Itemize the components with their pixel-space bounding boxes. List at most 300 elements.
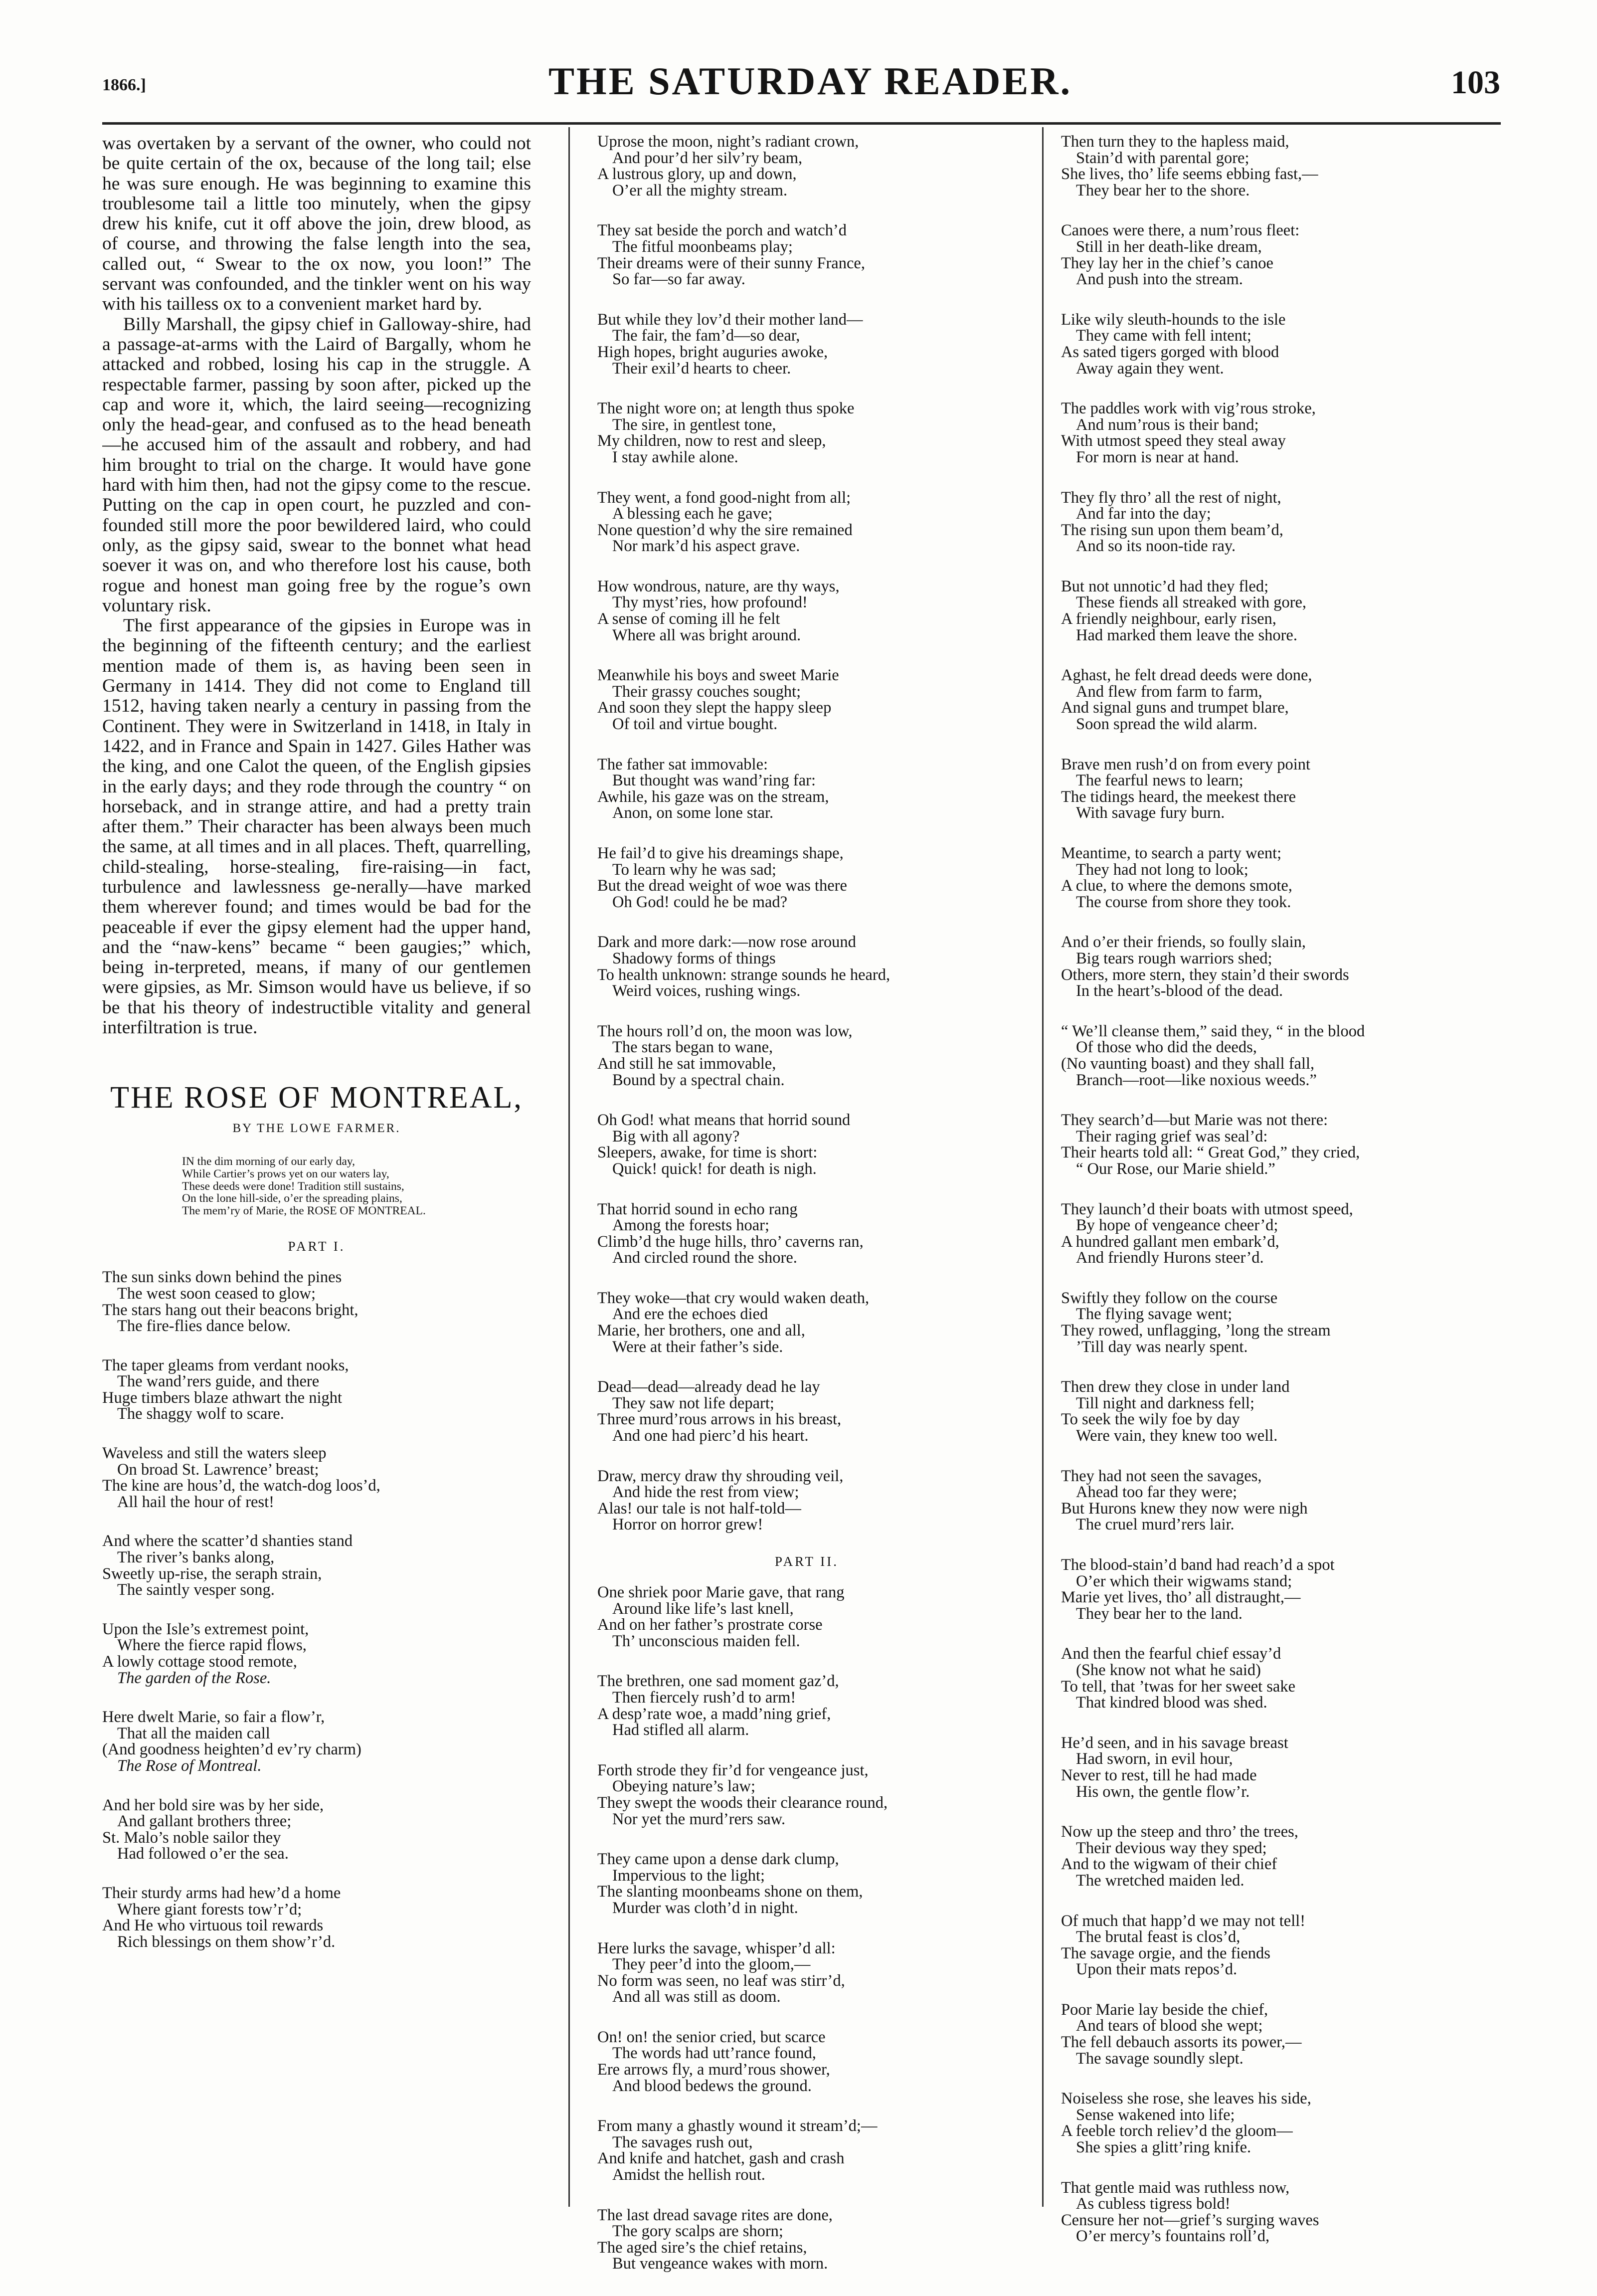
poem-line: My children, now to rest and sleep,: [597, 432, 826, 450]
poem-stanza: [597, 2207, 1016, 2272]
poem-line: By hope of vengeance cheer’d;: [1076, 1216, 1278, 1235]
poem-line: A clue, to where the demons smote,: [1061, 877, 1292, 895]
poem-line: (She know not what he said): [1076, 1661, 1261, 1679]
poem-stanza: [597, 134, 1016, 198]
poem-line: And tears of blood she wept;: [1076, 2017, 1263, 2035]
poem-stanza: [597, 400, 1016, 465]
epigraph-line: IN the dim morning of our early day,: [182, 1155, 355, 1168]
poem-line: They saw not life depart;: [612, 1394, 774, 1412]
poem-line: They fly thro’ all the rest of night,: [1061, 488, 1281, 507]
poem-line: And o’er their friends, so foully slain,: [1061, 933, 1306, 952]
poem-line: Thy myst’ries, how profound!: [612, 593, 808, 612]
poem-line: Then fiercely rush’d to arm!: [612, 1688, 796, 1707]
poem-line: They swept the woods their clearance round,: [597, 1793, 888, 1812]
poem-line: The garden of the Rose.: [117, 1669, 271, 1687]
poem-line: The flying savage went;: [1076, 1305, 1233, 1324]
poem-line: A feeble torch reliev’d the gloom—: [1061, 2122, 1293, 2140]
poem-line: The wretched maiden led.: [1076, 1871, 1244, 1890]
poem-stanza: [597, 1762, 1016, 1827]
poem-line: She lives, tho’ life seems ebbing fast,—: [1061, 165, 1318, 184]
poem-line: They came upon a dense dark clump,: [597, 1850, 839, 1869]
poem-stanza: [1061, 222, 1502, 287]
poem-stanza: [597, 667, 1016, 732]
poem-line: Had marked them leave the shore.: [1076, 626, 1297, 644]
poem-line: The fell debauch assorts its power,—: [1061, 2033, 1302, 2052]
column-2: [597, 134, 1016, 2296]
poem-line: Waveless and still the waters sleep: [102, 1444, 327, 1463]
poem-line: The aged sire’s the chief retains,: [597, 2238, 807, 2257]
poem-line: Big with all agony?: [612, 1127, 740, 1146]
stanzas-col3: [1061, 134, 1502, 2245]
poem-line: ’Till day was nearly spent.: [1076, 1338, 1248, 1356]
poem-stanza: [597, 1290, 1016, 1355]
poem-stanza: [1061, 1557, 1502, 1622]
poem-line: They bear her to the shore.: [1076, 181, 1250, 199]
poem-line: And far into the day;: [1076, 505, 1211, 523]
poem-line: Big tears rough warriors shed;: [1076, 949, 1272, 967]
poem-stanza: [1061, 312, 1502, 377]
poem-line: “ We’ll cleanse them,” said they, “ in the blood: [1061, 1022, 1365, 1040]
poem-line: Of those who did the deeds,: [1076, 1038, 1257, 1057]
poem-stanza: [102, 1797, 531, 1862]
poem-line: The river’s banks along,: [117, 1548, 275, 1567]
poem-stanza: [597, 312, 1016, 377]
poem-line: The cruel murd’rers lair.: [1076, 1516, 1235, 1534]
poem-line: Then drew they close in under land: [1061, 1378, 1290, 1396]
poem-line: The shaggy wolf to scare.: [117, 1405, 284, 1423]
poem-line: Their sturdy arms had hew’d a home: [102, 1884, 341, 1902]
poem-line: Marie yet lives, tho’ all distraught,—: [1061, 1588, 1301, 1607]
poem-stanza: [597, 1940, 1016, 2005]
poem-line: He fail’d to give his dreamings shape,: [597, 844, 844, 862]
poem-stanza: [1061, 1735, 1502, 1800]
poem-line: So far—so far away.: [612, 270, 745, 289]
poem-line: Others, more stern, they stain’d their swords: [1061, 965, 1349, 984]
poem-line: And He who virtuous toil rewards: [102, 1916, 324, 1935]
poem-stanza: [597, 1201, 1016, 1266]
poem-line: The fearful news to learn;: [1076, 771, 1243, 790]
poem-line: Around like life’s last knell,: [612, 1599, 794, 1618]
poem-line: A sense of coming ill he felt: [597, 610, 780, 628]
poem-line: Soon spread the wild alarm.: [1076, 715, 1257, 734]
poem-line: No form was seen, no leaf was stirr’d,: [597, 1971, 845, 1990]
epigraph-line: These deeds were done! Tradition still sustains,: [182, 1179, 404, 1193]
poem-line: (And goodness heighten’d ev’ry charm): [102, 1740, 361, 1759]
poem-line: Were at their father’s side.: [612, 1338, 783, 1356]
page-number: 103: [1451, 64, 1500, 101]
poem-line: Where giant forests tow’r’d;: [117, 1900, 302, 1918]
poem-stanza: [1061, 490, 1502, 555]
poem-line: She spies a glitt’ring knife.: [1076, 2138, 1251, 2157]
poem-line: That all the maiden call: [117, 1724, 270, 1742]
poem-line: Then turn they to the hapless maid,: [1061, 134, 1289, 151]
poem-line: The savage orgie, and the fiends: [1061, 1944, 1270, 1962]
poem-stanza: [1061, 2091, 1502, 2155]
poem-line: Three murd’rous arrows in his breast,: [597, 1410, 842, 1429]
poem-line: The saintly vesper song.: [117, 1581, 275, 1599]
poem-line: The savages rush out,: [612, 2133, 753, 2151]
poem-stanza: [1061, 1112, 1502, 1177]
poem-line: Had stifled all alarm.: [612, 1721, 749, 1739]
poem-author: BY THE LOWE FARMER.: [232, 1122, 401, 1136]
poem-stanza: [1061, 757, 1502, 821]
poem-line: How wondrous, nature, are thy ways,: [597, 577, 840, 595]
poem-line: Away again they went.: [1076, 359, 1224, 378]
poem-stanza: [597, 1673, 1016, 1738]
poem-line: The sun sinks down behind the pines: [102, 1268, 342, 1287]
poem-stanza: [597, 845, 1016, 910]
poem-line: The last dread savage rites are done,: [597, 2206, 833, 2224]
poem-line: But while they lov’d their mother land—: [597, 310, 863, 329]
poem-stanza: [1061, 1468, 1502, 1533]
poem-line: To health unknown: strange sounds he heard,: [597, 965, 890, 984]
column-divider-2: [1042, 127, 1044, 2207]
poem-line: The fire-flies dance below.: [117, 1317, 291, 1336]
poem-line: They peer’d into the gloom,—: [612, 1955, 811, 1974]
poem-line: They lay her in the chief’s canoe: [1061, 254, 1273, 272]
poem-line: The night wore on; at length thus spoke: [597, 399, 855, 418]
poem-line: Where the fierce rapid flows,: [117, 1636, 307, 1655]
poem-stanza: [1061, 1646, 1502, 1711]
poem-line: The father sat immovable:: [597, 755, 768, 773]
article-paragraph: was overtaken by a servant of the owner, who could not be quite certain of the ox, because of the long tail; else he was sure enough. He was beginning to examine this troublesome tail a little too minutely, when the gipsy drew his knife, cut it off above the join, drew blood, as of course, and throwing the false length into the sea, called out, “ Swear to the ox now, you loon!” The servant was confounded, and the tinkler went on his way with his tailless ox to a convenient market hard by.: [102, 134, 531, 315]
poem-line: And num’rous is their band;: [1076, 415, 1259, 434]
poem-line: Awhile, his gaze was on the stream,: [597, 787, 829, 806]
poem-line: To seek the wily foe by day: [1061, 1410, 1240, 1429]
poem-line: Draw, mercy draw thy shrouding veil,: [597, 1467, 844, 1485]
poem-line: Their devious way they sped;: [1076, 1839, 1267, 1857]
poem-line: Branch—root—like noxious weeds.”: [1076, 1071, 1317, 1089]
poem-line: Still in her death-like dream,: [1076, 237, 1262, 256]
poem-line: The fitful moonbeams play;: [612, 237, 793, 256]
poem-line: And her bold sire was by her side,: [102, 1796, 324, 1814]
poem-line: As cubless tigress bold!: [1076, 2195, 1231, 2213]
poem-line: They had not long to look;: [1076, 860, 1248, 879]
poem-stanza: [597, 578, 1016, 643]
poem-line: On broad St. Lawrence’ breast;: [117, 1460, 319, 1479]
poem-line: Had followed o’er the sea.: [117, 1845, 289, 1863]
poem-line: Dark and more dark:—now rose around: [597, 933, 856, 952]
poem-line: Censure her not—grief’s surging waves: [1061, 2211, 1319, 2229]
poem-line: Their hearts told all: “ Great God,” they cried,: [1061, 1144, 1360, 1162]
poem-line: And soon they slept the happy sleep: [597, 699, 832, 717]
poem-line: The savage soundly slept.: [1076, 2049, 1243, 2068]
poem-stanza: [597, 1584, 1016, 1649]
poem-stanza: [102, 1269, 531, 1334]
poem-epigraph: [182, 1155, 531, 1217]
poem-line: Forth strode they fir’d for vengeance just,: [597, 1761, 869, 1779]
poem-line: “ Our Rose, our Marie shield.”: [1076, 1159, 1275, 1178]
part-one-heading: PART I.: [288, 1239, 346, 1254]
poem-line: Till night and darkness fell;: [1076, 1394, 1255, 1412]
gipsy-article: [102, 134, 531, 1038]
poem-line: Their dreams were of their sunny France,: [597, 254, 865, 272]
poem-line: And circled round the shore.: [612, 1249, 797, 1267]
poem-stanza: [597, 757, 1016, 821]
poem-line: They came with fell intent;: [1076, 327, 1251, 345]
poem-line: The tidings heard, the meekest there: [1061, 787, 1296, 806]
poem-line: Rich blessings on them show’r’d.: [117, 1932, 336, 1951]
poem-line: They sat beside the porch and watch’d: [597, 221, 847, 240]
poem-line: St. Malo’s noble sailor they: [102, 1828, 281, 1847]
poem-line: High hopes, bright auguries awoke,: [597, 343, 828, 361]
poem-line: O’er which their wigwams stand;: [1076, 1572, 1292, 1590]
poem-stanza: [597, 490, 1016, 555]
poem-line: And flew from farm to farm,: [1076, 682, 1262, 701]
poem-line: The wand’rers guide, and there: [117, 1372, 320, 1391]
poem-line: To tell, that ’twas for her sweet sake: [1061, 1677, 1296, 1696]
poem-line: Amidst the hellish rout.: [612, 2166, 765, 2184]
poem-line: The blood-stain’d band had reach’d a spot: [1061, 1556, 1335, 1574]
poem-line: And push into the stream.: [1076, 270, 1243, 289]
poem-stanza: [597, 2118, 1016, 2183]
poem-stanza: [1061, 1201, 1502, 1266]
poem-line: And hide the rest from view;: [612, 1483, 799, 1502]
poem-line: And where the scatter’d shanties stand: [102, 1532, 353, 1550]
poem-stanza: [102, 1709, 531, 1774]
poem-stanza: [1061, 1824, 1502, 1889]
poem-line: The fair, the fam’d—so dear,: [612, 327, 800, 345]
poem-line: Horror on horror grew!: [612, 1516, 763, 1534]
poem-line: Never to rest, till he had made: [1061, 1766, 1257, 1784]
poem-stanza: [597, 222, 1016, 287]
epigraph-line: The mem’ry of Marie, the ROSE OF MONTREAL.: [182, 1204, 426, 1217]
poem-line: Bound by a spectral chain.: [612, 1071, 785, 1089]
poem-line: But the dread weight of woe was there: [597, 877, 847, 895]
poem-line: Obeying nature’s law;: [612, 1777, 756, 1796]
poem-line: The hours roll’d on, the moon was low,: [597, 1022, 853, 1040]
poem-line: They woke—that cry would waken death,: [597, 1289, 870, 1307]
poem-line: And knife and hatchet, gash and crash: [597, 2149, 845, 2168]
poem-line: Huge timbers blaze athwart the night: [102, 1388, 343, 1407]
poem-line: Stain’d with parental gore;: [1076, 149, 1249, 167]
poem-line: But not unnotic’d had they fled;: [1061, 577, 1269, 595]
poem-line: Ere arrows fly, a murd’rous shower,: [597, 2061, 830, 2079]
poem-line: (No vaunting boast) and they shall fall,: [1061, 1054, 1315, 1073]
poem-line: The slanting moonbeams shone on them,: [597, 1883, 863, 1901]
poem-line: Swiftly they follow on the course: [1061, 1289, 1278, 1307]
poem-line: O’er mercy’s fountains roll’d,: [1076, 2227, 1270, 2246]
poem-stanza: [597, 934, 1016, 999]
poem-line: And gallant brothers three;: [117, 1812, 292, 1831]
poem-line: Noiseless she rose, she leaves his side,: [1061, 2090, 1311, 2108]
poem-line: From many a ghastly wound it stream’d;—: [597, 2117, 878, 2135]
poem-line: The gory scalps are shorn;: [612, 2222, 783, 2241]
poem-line: All hail the hour of rest!: [117, 1493, 274, 1511]
poem-stanza: [102, 1621, 531, 1686]
poem-line: For morn is near at hand.: [1076, 448, 1239, 466]
poem-stanza: [1061, 1290, 1502, 1355]
poem-line: Upon their mats repos’d.: [1076, 1960, 1238, 1979]
stanzas-col1: [102, 1269, 531, 1950]
poem-stanza: [102, 1357, 531, 1422]
poem-line: The Rose of Montreal.: [117, 1756, 262, 1775]
poem-line: The stars hang out their beacons bright,: [102, 1301, 358, 1319]
poem-line: Sleepers, awake, for time is short:: [597, 1144, 818, 1162]
poem-line: Here dwelt Marie, so fair a flow’r,: [102, 1708, 325, 1726]
column-1: [102, 134, 531, 1973]
poem-line: The sire, in gentlest tone,: [612, 415, 776, 434]
poem-line: Murder was cloth’d in night.: [612, 1899, 798, 1917]
poem-line: Climb’d the huge hills, thro’ caverns ran,: [597, 1232, 864, 1251]
poem-stanza: [1061, 1379, 1502, 1444]
poem-line: They rowed, unflagging, ’long the stream: [1061, 1322, 1331, 1340]
poem-line: And still he sat immovable,: [597, 1054, 776, 1073]
poem-line: Here lurks the savage, whisper’d all:: [597, 1939, 836, 1957]
poem-stanza: [597, 1023, 1016, 1088]
poem-line: Their exil’d hearts to cheer.: [612, 359, 791, 378]
epigraph-line: On the lone hill-side, o’er the spreading plains,: [182, 1192, 402, 1205]
poem-line: Among the forests hoar;: [612, 1216, 770, 1235]
poem-line: Nor yet the murd’rers saw.: [612, 1810, 786, 1828]
poem-line: And ere the echoes died: [612, 1305, 768, 1324]
poem-line: And friendly Hurons steer’d.: [1076, 1249, 1264, 1267]
poem-line: Weird voices, rushing wings.: [612, 982, 801, 1000]
poem-line: The brutal feast is clos’d,: [1076, 1928, 1241, 1946]
poem-line: A desp’rate woe, a madd’ning grief,: [597, 1705, 831, 1723]
poem-stanza: [597, 1851, 1016, 1916]
poem-line: And one had pierc’d his heart.: [612, 1427, 809, 1445]
poem-line: Aghast, he felt dread deeds were done,: [1061, 666, 1312, 685]
poem-line: And blood bedews the ground.: [612, 2077, 812, 2095]
poem-line: Oh God! what means that horrid sound: [597, 1111, 851, 1130]
epigraph-line: While Cartier’s prows yet on our waters lay,: [182, 1167, 389, 1180]
poem-line: Oh God! could he be mad?: [612, 893, 788, 911]
poem-line: And on her father’s prostrate corse: [597, 1616, 823, 1634]
poem-stanza: [1061, 578, 1502, 643]
poem-stanza: [1061, 2002, 1502, 2067]
poem-line: A lowly cottage stood remote,: [102, 1653, 297, 1671]
poem-line: To learn why he was sad;: [612, 860, 776, 879]
poem-line: They had not seen the savages,: [1061, 1467, 1262, 1485]
poem-line: Like wily sleuth-hounds to the isle: [1061, 310, 1286, 329]
poem-line: A friendly neighbour, early risen,: [1061, 610, 1276, 628]
poem-line: And so its noon-tide ray.: [1076, 537, 1236, 556]
poem-line: A blessing each he gave;: [612, 505, 773, 523]
poem-line: The kine are hous’d, the watch-dog loos’d,: [102, 1477, 380, 1495]
poem-stanza: [597, 1379, 1016, 1444]
poem-stanza: [597, 2029, 1016, 2094]
poem-stanza: [1061, 845, 1502, 910]
poem-line: The words had utt’rance found,: [612, 2044, 816, 2063]
poem-stanza: [1061, 1913, 1502, 1978]
poem-line: But thought was wand’ring far:: [612, 771, 816, 790]
poem-stanza: [1061, 400, 1502, 465]
poem-line: Poor Marie lay beside the chief,: [1061, 2000, 1268, 2019]
poem-line: A hundred gallant men embark’d,: [1061, 1232, 1279, 1251]
poem-stanza: [1061, 667, 1502, 732]
poem-line: I stay awhile alone.: [612, 448, 738, 466]
poem-line: They search’d—but Marie was not there:: [1061, 1111, 1328, 1130]
poem-line: None question’d why the sire remained: [597, 521, 853, 539]
poem-line: Meanwhile his boys and sweet Marie: [597, 666, 839, 685]
poem-line: Ahead too far they were;: [1076, 1483, 1238, 1502]
poem-line: Upon the Isle’s extremest point,: [102, 1620, 309, 1638]
poem-line: That horrid sound in echo rang: [597, 1200, 798, 1218]
poem-line: Had sworn, in evil hour,: [1076, 1750, 1233, 1768]
poem-line: The taper gleams from verdant nooks,: [102, 1356, 349, 1374]
part-two-heading: PART II.: [775, 1554, 839, 1569]
poem-title: THE ROSE OF MONTREAL,: [110, 1081, 523, 1115]
column-divider-1: [568, 127, 570, 2207]
poem-stanza: [102, 1445, 531, 1510]
poem-line: Sense wakened into life;: [1076, 2105, 1235, 2124]
poem-line: As sated tigers gorged with blood: [1061, 343, 1279, 361]
poem-line: The brethren, one sad moment gaz’d,: [597, 1672, 839, 1691]
poem-line: Canoes were there, a num’rous fleet:: [1061, 221, 1300, 240]
poem-line: Their raging grief was seal’d:: [1076, 1127, 1268, 1146]
poem-line: With savage fury burn.: [1076, 804, 1225, 822]
poem-line: They went, a fond good-night from all;: [597, 488, 851, 507]
poem-line: Were vain, they knew too well.: [1076, 1427, 1278, 1445]
poem-line: Anon, on some lone star.: [612, 804, 774, 822]
poem-line: A lustrous glory, up and down,: [597, 165, 797, 184]
poem-line: O’er all the mighty stream.: [612, 181, 788, 199]
header-year: 1866.]: [102, 76, 146, 94]
poem-line: Now up the steep and thro’ the trees,: [1061, 1823, 1298, 1841]
poem-line: Quick! quick! for death is nigh.: [612, 1159, 817, 1178]
poem-stanza: [1061, 1023, 1502, 1088]
poem-line: That gentle maid was ruthless now,: [1061, 2178, 1290, 2197]
poem-line: In the heart’s-blood of the dead.: [1076, 982, 1283, 1000]
stanzas-col2-part1: [597, 134, 1016, 1533]
poem-line: They bear her to the land.: [1076, 1604, 1242, 1623]
poem-line: Dead—dead—already dead he lay: [597, 1378, 820, 1396]
poem-line: On! on! the senior cried, but scarce: [597, 2028, 826, 2046]
poem-line: And then the fearful chief essay’d: [1061, 1645, 1281, 1663]
poem-line: With utmost speed they steal away: [1061, 432, 1286, 450]
article-paragraph: Billy Marshall, the gipsy chief in Galloway-shire, had a passage-at-arms with the Laird of Bargally, whom he attacked and robbed, losing his cap in the struggle. A respectable farmer, passing by soon after, picked up the cap and wore it, which, the laird seeing—recognizing only the head-gear, and confused as to the head beneath—he accused him of the assault and robbery, and had him brought to trial on the charge. It would have gone hard with him then, had not the gipsy come to the rescue. Putting on the cap in open court, he puzzled and con-founded still more the poor bewildered laird, who could only, as the gipsy said, swear to the bonnet what head soever it was on, and who therefore lost his cause, both rogue and honest man going free by the rogue’s own voluntary risk.: [102, 314, 531, 616]
poem-stanza: [1061, 934, 1502, 999]
poem-line: Alas! our tale is not half-told—: [597, 1499, 801, 1518]
poem-line: And all was still as doom.: [612, 1988, 781, 2006]
poem-line: The rising sun upon them beam’d,: [1061, 521, 1283, 539]
poem-stanza: [1061, 2180, 1502, 2245]
masthead-title: THE SATURDAY READER.: [548, 59, 1072, 103]
poem-line: Of much that happ’d we may not tell!: [1061, 1912, 1306, 1930]
poem-line: He’d seen, and in his savage breast: [1061, 1733, 1288, 1752]
poem-line: The course from shore they took.: [1076, 893, 1291, 911]
poem-line: Uprose the moon, night’s radiant crown,: [597, 134, 859, 151]
poem-line: Of toil and virtue bought.: [612, 715, 778, 734]
poem-line: Marie, her brothers, one and all,: [597, 1322, 805, 1340]
column-3: [1061, 134, 1502, 2269]
poem-line: But vengeance wakes with morn.: [612, 2255, 828, 2273]
poem-line: Brave men rush’d on from every point: [1061, 755, 1311, 773]
poem-stanza: [1061, 134, 1502, 198]
poem-line: They launch’d their boats with utmost speed,: [1061, 1200, 1353, 1218]
poem-line: Nor mark’d his aspect grave.: [612, 537, 800, 556]
poem-line: The west soon ceased to glow;: [117, 1284, 316, 1303]
poem-stanza: [102, 1885, 531, 1950]
poem-line: Their grassy couches sought;: [612, 682, 801, 701]
poem-line: His own, the gentle flow’r.: [1076, 1782, 1250, 1801]
poem-line: That kindred blood was shed.: [1076, 1694, 1267, 1712]
poem-stanza: [597, 1468, 1016, 1533]
poem-line: The stars began to wane,: [612, 1038, 773, 1057]
poem-line: And pour’d her silv’ry beam,: [612, 149, 803, 167]
stanzas-col2-part2: [597, 1584, 1016, 2272]
poem-line: Meantime, to search a party went;: [1061, 844, 1282, 862]
poem-line: One shriek poor Marie gave, that rang: [597, 1583, 845, 1601]
poem-line: Where all was bright around.: [612, 626, 801, 644]
poem-line: And to the wigwam of their chief: [1061, 1855, 1277, 1874]
header-rule: [102, 122, 1501, 125]
poem-line: Th’ unconscious maiden fell.: [612, 1632, 800, 1650]
poem-line: Shadowy forms of things: [612, 949, 776, 967]
poem-stanza: [102, 1533, 531, 1598]
poem-line: The paddles work with vig’rous stroke,: [1061, 399, 1316, 418]
